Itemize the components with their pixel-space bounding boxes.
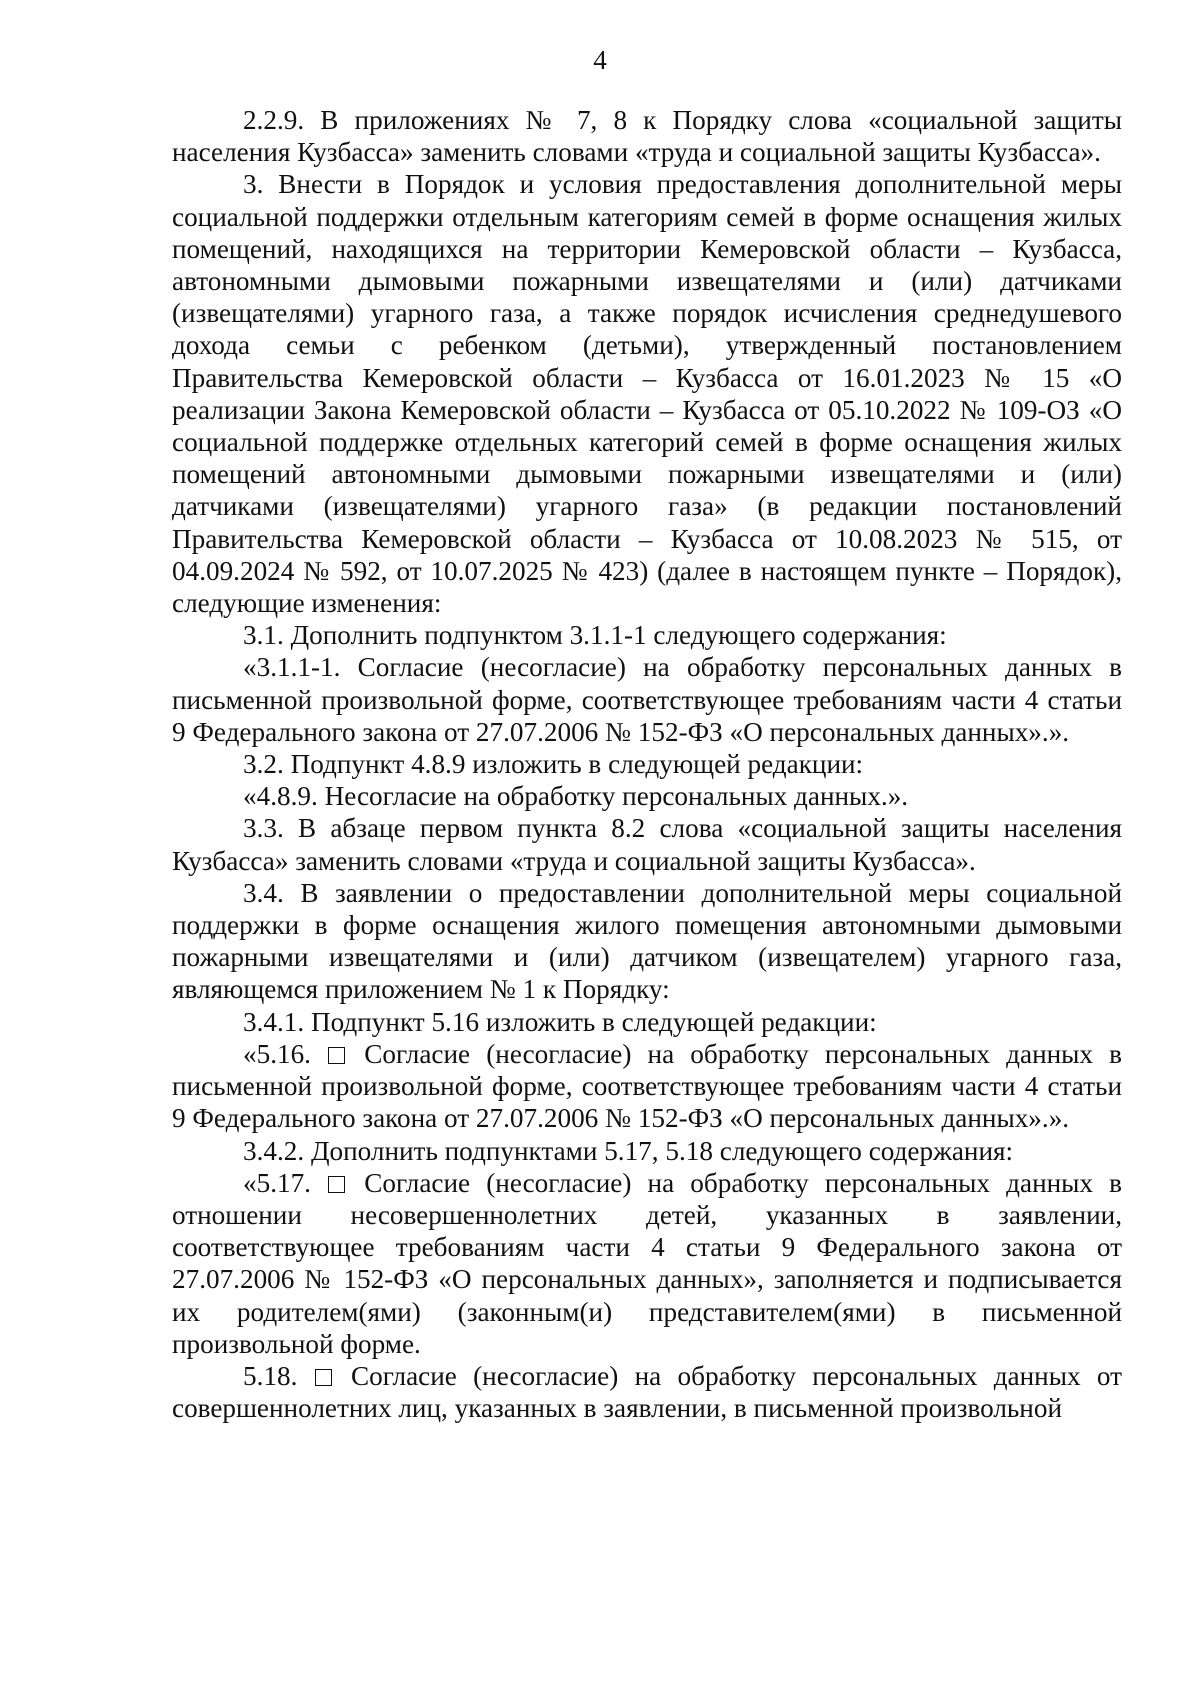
paragraph-3-1-1-1 [172,651,1122,748]
document-body [172,104,1122,1424]
paragraph-3-1 [172,619,1122,651]
paragraph-prefix: 5.18. [243,1360,298,1391]
paragraph-3-4-1 [172,1006,1122,1038]
paragraph-text: «3.1.1-1. Согласие (несогласие) на обработку персональных данных в письменной произвольной форме, соответствующее требованиям части 4 статьи 9 Федерального закона от 27.07.2006 № 152-ФЗ «О персональных данных».». [172,652,1122,747]
paragraph-text: 3.4. В заявлении о предоставлении дополнительной меры социальной поддержки в форме оснащения жилого помещения автономными дымовыми пожарными извещателями и (или) датчиком (извещателем) угарного газа, являющемся приложением № 1 к Порядку: [172,877,1122,1005]
paragraph-prefix: «5.17. [243,1167,311,1198]
paragraph-text: Согласие (несогласие) на обработку персональных данных в отношении несовершеннолетних детей, указанных в заявлении, соответствующее требованиям части 4 статьи 9 Федерального закона от 27.07.2006 № 152-ФЗ «О персональных данных», заполняется и подписывается их родителем(ями) (законным(и) представителем(ями) в письменной произвольной форме. [172,1167,1123,1359]
paragraph-3-4 [172,877,1122,1006]
paragraph-4-8-9 [172,780,1122,812]
paragraph-text: 3.2. Подпункт 4.8.9 изложить в следующей редакции: [243,749,864,780]
paragraph-text: 3. Внести в Порядок и условия предоставления дополнительной меры социальной поддержки отдельным категориям семей в форме оснащения жилых помещений, находящихся на территории Кемеровской области – Кузбасса, автономными дымовыми пожарными извещателями и (или) датчиками (извещателями) угарного газа, а также порядок исчисления среднедушевого дохода семьи с ребенком (детьми), утвержденный постановлением Правительства Кемеровской области – Кузбасса от 16.01.2023 № 15 «О реализации Закона Кемеровской области – Кузбасса от 05.10.2022 № 109-ОЗ «О социальной поддержке отдельных категорий семей в форме оснащения жилых помещений автономными дымовыми пожарными извещателями и (или) датчиками (извещателями) угарного газа» (в редакции постановлений Правительства Кемеровской области – Кузбасса от 10.08.2023 № 515, от 04.09.2024 № 592, от 10.07.2025 № 423) (далее в настоящем пункте – Порядок), следующие изменения: [172,169,1122,619]
page-number: 4 [593,45,607,75]
checkbox-icon [328,1176,345,1193]
paragraph-5-17 [172,1167,1122,1360]
paragraph-5-16 [172,1038,1122,1135]
paragraph-2-2-9 [172,104,1122,168]
paragraph-text: «4.8.9. Несогласие на обработку персональных данных.». [243,781,909,812]
paragraph-3-2 [172,748,1122,780]
paragraph-3-4-2 [172,1135,1122,1167]
paragraph-3-3 [172,812,1122,876]
paragraph-text: 3.4.1. Подпункт 5.16 изложить в следующей редакции: [243,1006,877,1037]
paragraph-text: Согласие (несогласие) на обработку персональных данных от совершеннолетних лиц, указанных в заявлении, в письменной произвольной [172,1360,1122,1424]
paragraph-3 [172,168,1122,619]
paragraph-5-18 [172,1360,1122,1424]
checkbox-icon [328,1047,345,1064]
paragraph-text: Согласие (несогласие) на обработку персональных данных в письменной произвольной форме, соответствующее требованиям части 4 статьи 9 Федерального закона от 27.07.2006 № 152-ФЗ «О персональных данных».». [172,1038,1123,1134]
checkbox-icon [315,1369,332,1386]
paragraph-text: 3.3. В абзаце первом пункта 8.2 слова «социальной защиты населения Кузбасса» заменить словами «труда и социальной защиты Кузбасса». [172,813,1122,876]
paragraph-text: 2.2.9. В приложениях № 7, 8 к Порядку слова «социальной защиты населения Кузбасса» заменить словами «труда и социальной защиты Кузбасса». [172,105,1122,168]
paragraph-text: 3.4.2. Дополнить подпунктами 5.17, 5.18 следующего содержания: [243,1135,1014,1166]
paragraph-text: 3.1. Дополнить подпунктом 3.1.1-1 следующего содержания: [243,620,947,651]
paragraph-prefix: «5.16. [243,1038,311,1069]
